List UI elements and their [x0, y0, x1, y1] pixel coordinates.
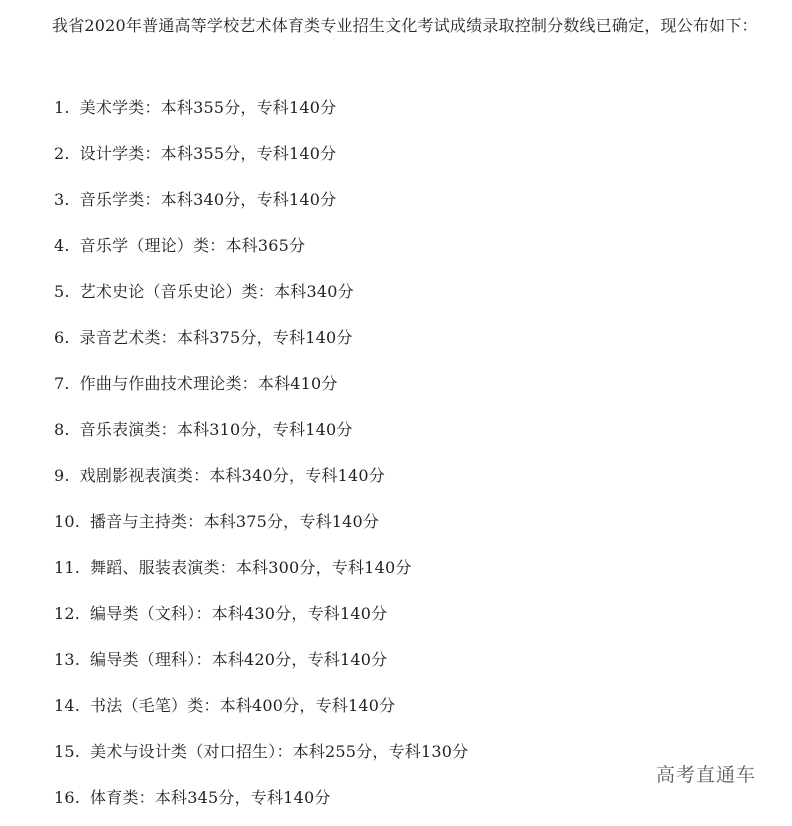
- item-number: 13.: [54, 650, 81, 669]
- item-text: 音乐表演类：本科310分，专科140分: [79, 420, 353, 439]
- item-text: 美术学类：本科355分，专科140分: [79, 98, 337, 117]
- list-item: [54, 228, 468, 274]
- item-number: 2.: [54, 144, 70, 163]
- item-text: 书法（毛笔）类：本科400分，专科140分: [90, 696, 396, 715]
- item-number: 16.: [54, 788, 81, 807]
- watermark: 高考直通车: [656, 764, 757, 786]
- item-text: 编导类（理科）：本科420分，专科140分: [90, 650, 388, 669]
- item-number: 7.: [54, 374, 70, 393]
- list-item: [54, 320, 468, 366]
- score-list: [54, 90, 468, 826]
- item-text: 戏剧影视表演类：本科340分，专科140分: [79, 466, 385, 485]
- list-item: [54, 274, 468, 320]
- item-number: 1.: [54, 98, 70, 117]
- list-item: [54, 504, 468, 550]
- item-text: 作曲与作曲技术理论类：本科410分: [79, 374, 338, 393]
- item-number: 11.: [54, 558, 81, 577]
- item-number: 10.: [54, 512, 81, 531]
- item-text: 录音艺术类：本科375分，专科140分: [79, 328, 353, 347]
- item-number: 6.: [54, 328, 70, 347]
- item-number: 14.: [54, 696, 81, 715]
- list-item: [54, 90, 468, 136]
- item-number: 3.: [54, 190, 70, 209]
- item-number: 12.: [54, 604, 81, 623]
- item-text: 体育类：本科345分，专科140分: [90, 788, 331, 807]
- item-number: 5.: [54, 282, 70, 301]
- list-item: [54, 136, 468, 182]
- item-text: 设计学类：本科355分，专科140分: [79, 144, 337, 163]
- item-text: 舞蹈、服装表演类：本科300分，专科140分: [90, 558, 412, 577]
- list-item: [54, 596, 468, 642]
- item-text: 播音与主持类：本科375分，专科140分: [90, 512, 380, 531]
- intro-paragraph: 我省2020年普通高等学校艺术体育类专业招生文化考试成绩录取控制分数线已确定，现公布如下：: [52, 16, 758, 35]
- list-item: [54, 366, 468, 412]
- item-number: 8.: [54, 420, 70, 439]
- list-item: [54, 642, 468, 688]
- item-text: 编导类（文科）：本科430分，专科140分: [90, 604, 388, 623]
- item-number: 9.: [54, 466, 70, 485]
- list-item: [54, 780, 468, 826]
- list-item: [54, 734, 468, 780]
- item-number: 4.: [54, 236, 70, 255]
- list-item: [54, 550, 468, 596]
- item-text: 音乐学（理论）类：本科365分: [79, 236, 306, 255]
- list-item: [54, 412, 468, 458]
- list-item: [54, 688, 468, 734]
- item-text: 音乐学类：本科340分，专科140分: [79, 190, 337, 209]
- item-text: 艺术史论（音乐史论）类：本科340分: [79, 282, 354, 301]
- list-item: [54, 182, 468, 228]
- list-item: [54, 458, 468, 504]
- item-text: 美术与设计类（对口招生）：本科255分，专科130分: [90, 742, 469, 761]
- item-number: 15.: [54, 742, 81, 761]
